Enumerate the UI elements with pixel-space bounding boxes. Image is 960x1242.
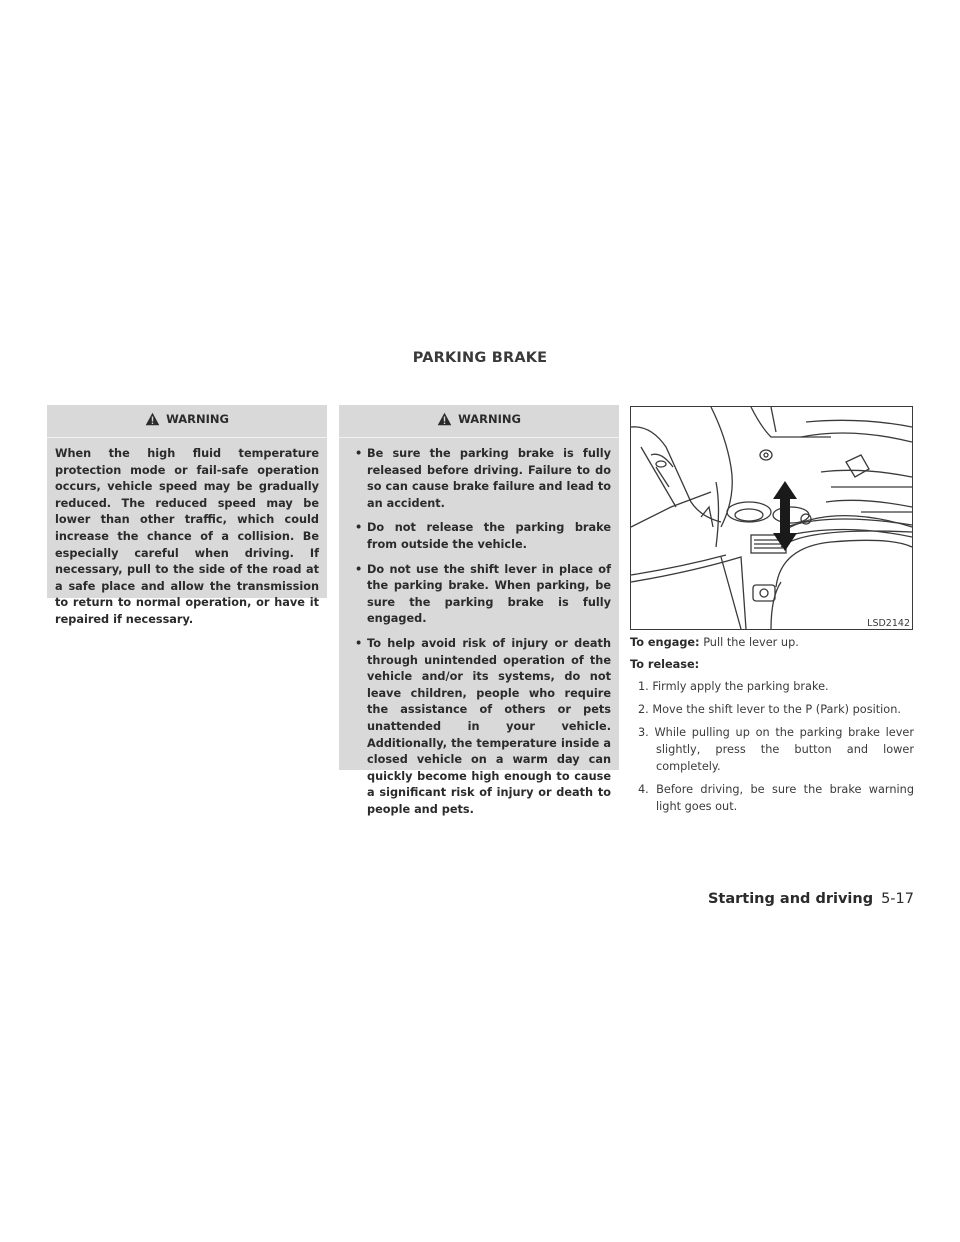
page-number: 5-17: [881, 891, 914, 907]
release-step: 2. Move the shift lever to the P (Park) position.: [638, 703, 901, 716]
engage-text: Pull the lever up.: [703, 636, 799, 649]
parking-brake-figure: [630, 406, 913, 630]
release-step: 3. While pulling up on the parking brake lever slightly, press the button and lower completely.: [638, 726, 914, 773]
warning-item: • Do not release the parking brake from outside the vehicle.: [347, 520, 611, 553]
release-step: 1. Firmly apply the parking brake.: [638, 680, 829, 693]
release-instructions: [630, 634, 914, 821]
release-step: 4. Before driving, be sure the brake warning light goes out.: [638, 783, 914, 813]
warning-list: [347, 446, 611, 818]
warning-heading: WARNING: [458, 412, 521, 426]
release-steps: [630, 678, 914, 815]
footer-section: Starting and driving: [707, 891, 874, 907]
section-title: PARKING BRAKE: [412, 350, 548, 366]
warning-item: • To help avoid risk of injury or death through unintended operation of the vehicle and/or its systems, do not leave children, people who require the assistance of others or pets unattended in your vehicle. Additionally, the temperature inside a closed vehicle on a warm day can quickly become high enough to cause a significant risk of injury or death to people and pets.: [347, 636, 611, 819]
release-label-paragraph: [630, 656, 914, 673]
parking-brake-illustration: [631, 407, 912, 629]
warning-heading: WARNING: [166, 412, 229, 426]
figure-code: LSD2142: [867, 618, 910, 629]
warning-box-left: [47, 405, 327, 626]
warning-icon: [145, 412, 160, 426]
warning-icon: [437, 412, 452, 426]
page-footer: [708, 891, 914, 907]
engage-paragraph: [630, 634, 914, 651]
engage-label: To engage:: [630, 636, 700, 649]
warning-header: [47, 405, 327, 438]
warning-text: When the high fluid temperature protection mode or fail-safe operation occurs, vehicle speed may be gradually reduced. The reduced speed may be lower than other traffic, which could increase the chance of a collision. Be especially careful when driving. If necessary, pull to the side of the road at a safe place and allow the transmission to return to normal operation, or have it repaired if necessary.: [55, 447, 319, 626]
warning-item: • Do not use the shift lever in place of the parking brake. When parking, be sure the parking brake is fully engaged.: [347, 562, 611, 628]
warning-header: [339, 405, 619, 438]
release-label: To release:: [630, 658, 700, 671]
warning-box-middle: [339, 405, 619, 816]
warning-item: • Be sure the parking brake is fully released before driving. Failure to do so can cause brake failure and lead to an accident.: [347, 446, 611, 512]
